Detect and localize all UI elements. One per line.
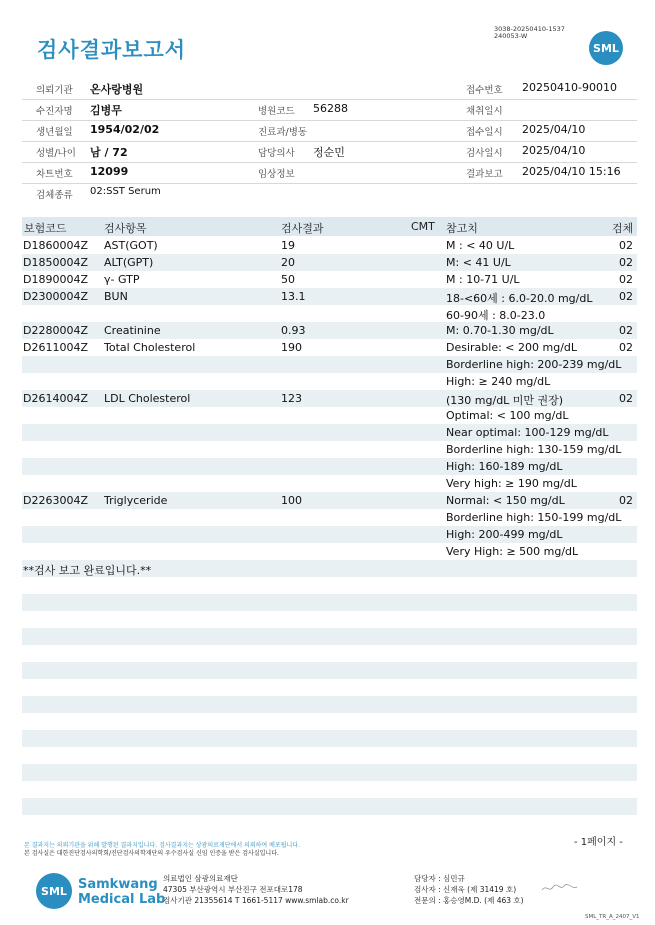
clinical-label: 임상정보 xyxy=(258,169,295,180)
doctor-label: 담당의사 xyxy=(258,148,295,159)
notice-line2: 본 검사실은 대한진단검사의학회/진단검사의학재단의 우수검사실 신임 인증을 받은 검사실입니다. xyxy=(24,850,279,857)
table-row xyxy=(22,407,637,424)
receipt-date-value: 2025/04/10 xyxy=(522,123,586,136)
cell-result: 13.1 xyxy=(281,290,306,303)
sml-logo: SML xyxy=(589,31,623,65)
cell-item: BUN xyxy=(104,290,128,303)
info-row-chart xyxy=(22,162,637,184)
table-row-empty xyxy=(22,594,637,611)
table-row xyxy=(22,339,637,356)
cell-code: D2300004Z xyxy=(23,290,88,303)
info-row-birth xyxy=(22,120,637,142)
birth-label: 생년월일 xyxy=(36,127,73,138)
document-id-line1: 3038-20250410-1537 xyxy=(494,25,565,33)
header-result: 검사결과 xyxy=(281,222,324,235)
collect-date-label: 채취일시 xyxy=(466,106,503,117)
name-value: 김병무 xyxy=(90,104,122,117)
table-row xyxy=(22,492,637,509)
header-item: 검사항목 xyxy=(104,222,147,235)
cell-item: LDL Cholesterol xyxy=(104,392,191,405)
cell-reference: Borderline high: 130-159 mg/dL xyxy=(446,443,622,456)
hospital-code-label: 병원코드 xyxy=(258,106,295,117)
cell-specimen: 02 xyxy=(619,392,633,405)
dept-label: 진료과/병동 xyxy=(258,127,308,138)
table-row-empty xyxy=(22,713,637,730)
results-table-header xyxy=(22,217,637,236)
chart-no-value: 12099 xyxy=(90,165,129,178)
table-row xyxy=(22,254,637,271)
cell-specimen: 02 xyxy=(619,239,633,252)
cell-reference: (130 mg/dL 미만 권장) xyxy=(446,394,564,407)
header-specimen: 검체 xyxy=(612,222,634,235)
cell-specimen: 02 xyxy=(619,494,633,507)
table-row xyxy=(22,560,637,577)
brand-line2: Medical Lab xyxy=(78,892,166,907)
hospital-value: 온사랑병원 xyxy=(90,83,144,96)
info-row-specimen xyxy=(22,183,637,204)
cell-code: D2614004Z xyxy=(23,392,88,405)
table-row-empty xyxy=(22,798,637,815)
cell-reference: Near optimal: 100-129 mg/dL xyxy=(446,426,609,439)
cell-reference: 60-90세 : 8.0-23.0 xyxy=(446,309,546,322)
test-date-label: 검사일시 xyxy=(466,148,503,159)
specimen-label: 검체종류 xyxy=(36,190,73,201)
table-row xyxy=(22,458,637,475)
cell-result: 190 xyxy=(281,341,302,354)
form-code: SML_TR_A_2407_V1 xyxy=(585,914,640,920)
cell-reference: Desirable: < 200 mg/dL xyxy=(446,341,578,354)
info-row-sex-age xyxy=(22,141,637,163)
table-row-empty xyxy=(22,645,637,662)
cell-item: Triglyceride xyxy=(104,494,168,507)
brand-line1: Samkwang xyxy=(78,877,158,892)
staff-info xyxy=(414,873,524,906)
report-date-label: 결과보고 xyxy=(466,169,503,180)
cell-reference: High: ≥ 240 mg/dL xyxy=(446,375,551,388)
cell-reference: Borderline high: 150-199 mg/dL xyxy=(446,511,622,524)
table-row xyxy=(22,237,637,254)
cell-code: **검사 보고 완료입니다.** xyxy=(23,564,152,577)
table-row xyxy=(22,424,637,441)
cell-code: D2280004Z xyxy=(23,324,88,337)
report-date-value: 2025/04/10 15:16 xyxy=(522,165,621,178)
table-row-empty xyxy=(22,628,637,645)
cell-specimen: 02 xyxy=(619,256,633,269)
cell-item: AST(GOT) xyxy=(104,239,158,252)
table-row xyxy=(22,475,637,492)
info-row-hospital xyxy=(22,78,637,100)
org-line1: 의료법인 삼광의료재단 xyxy=(163,874,238,883)
cell-reference: M: < 41 U/L xyxy=(446,256,511,269)
sex-age-label: 성별/나이 xyxy=(36,148,76,159)
table-row-empty xyxy=(22,781,637,798)
table-row xyxy=(22,271,637,288)
cell-reference: High: 160-189 mg/dL xyxy=(446,460,563,473)
staff-line1: 담당자 : 심민규 xyxy=(414,874,465,883)
cell-result: 20 xyxy=(281,256,295,269)
name-label: 수진자명 xyxy=(36,106,73,117)
chart-no-label: 차트번호 xyxy=(36,169,73,180)
specimen-value: 02:SST Serum xyxy=(90,186,161,197)
cell-result: 123 xyxy=(281,392,302,405)
brand-name xyxy=(78,877,165,907)
table-row-empty xyxy=(22,747,637,764)
cell-code: D1850004Z xyxy=(23,256,88,269)
org-line2: 47305 부산광역시 부산진구 전포대로178 xyxy=(163,885,303,894)
cell-reference: M: 0.70-1.30 mg/dL xyxy=(446,324,554,337)
table-row-empty xyxy=(22,679,637,696)
org-info xyxy=(163,873,349,906)
cell-result: 0.93 xyxy=(281,324,306,337)
receipt-no-label: 접수번호 xyxy=(466,85,503,96)
org-line3: 검사기관 21355614 T 1661-5117 www.smlab.co.kr xyxy=(163,896,349,905)
hospital-code-value: 56288 xyxy=(313,102,348,115)
cell-reference: M : < 40 U/L xyxy=(446,239,515,252)
table-row xyxy=(22,390,637,407)
cell-specimen: 02 xyxy=(619,290,633,303)
signature-mark xyxy=(540,882,580,894)
cell-reference: Very high: ≥ 190 mg/dL xyxy=(446,477,577,490)
table-row-empty xyxy=(22,611,637,628)
sex-age-value: 남 / 72 xyxy=(90,146,128,159)
cell-item: Total Cholesterol xyxy=(104,341,196,354)
cell-result: 50 xyxy=(281,273,295,286)
receipt-date-label: 접수일시 xyxy=(466,127,503,138)
staff-line3: 전문의 : 홍승영M.D. (제 463 호) xyxy=(414,896,524,905)
document-id-line2: 240053-W xyxy=(494,32,528,40)
table-row xyxy=(22,322,637,339)
table-row-empty xyxy=(22,696,637,713)
birth-value: 1954/02/02 xyxy=(90,123,160,136)
doctor-value: 정순민 xyxy=(313,146,345,159)
page-title: 검사결과보고서 xyxy=(37,38,187,62)
table-row xyxy=(22,509,637,526)
test-date-value: 2025/04/10 xyxy=(522,144,586,157)
table-row xyxy=(22,526,637,543)
sml-footer-logo: SML xyxy=(36,873,72,909)
table-row-empty xyxy=(22,730,637,747)
table-row-empty xyxy=(22,662,637,679)
cell-reference: Optimal: < 100 mg/dL xyxy=(446,409,569,422)
page-number: - 1페이지 - xyxy=(574,837,623,848)
cell-specimen: 02 xyxy=(619,324,633,337)
cell-item: γ- GTP xyxy=(104,273,140,286)
header-code: 보험코드 xyxy=(24,222,67,235)
cell-code: D1860004Z xyxy=(23,239,88,252)
table-row xyxy=(22,356,637,373)
hospital-label: 의뢰기관 xyxy=(36,85,73,96)
cell-code: D2263004Z xyxy=(23,494,88,507)
cell-code: D1890004Z xyxy=(23,273,88,286)
cell-reference: Borderline high: 200-239 mg/dL xyxy=(446,358,622,371)
table-row xyxy=(22,288,637,305)
cell-specimen: 02 xyxy=(619,341,633,354)
header-reference: 참고치 xyxy=(446,222,478,235)
cell-reference: 18-<60세 : 6.0-20.0 mg/dL xyxy=(446,292,593,305)
cell-reference: Normal: < 150 mg/dL xyxy=(446,494,565,507)
cell-item: Creatinine xyxy=(104,324,161,337)
notice-line1: 본 결과지는 의뢰기관을 위해 발행된 결과지입니다. 검사결과지는 상광의료재단에서 의뢰하여 배포됩니다. xyxy=(24,842,301,849)
cell-item: ALT(GPT) xyxy=(104,256,154,269)
table-row xyxy=(22,543,637,560)
table-row xyxy=(22,441,637,458)
cell-code: D2611004Z xyxy=(23,341,88,354)
cell-reference: M : 10-71 U/L xyxy=(446,273,520,286)
receipt-no-value: 20250410-90010 xyxy=(522,81,617,94)
cell-reference: High: 200-499 mg/dL xyxy=(446,528,563,541)
info-row-name xyxy=(22,99,637,121)
table-row xyxy=(22,305,637,322)
document-id xyxy=(494,26,565,40)
cell-result: 100 xyxy=(281,494,302,507)
cell-specimen: 02 xyxy=(619,273,633,286)
staff-line2: 검사자 : 신재욱 (제 31419 호) xyxy=(414,885,517,894)
table-row-empty xyxy=(22,764,637,781)
table-row xyxy=(22,373,637,390)
table-row-empty xyxy=(22,577,637,594)
cell-result: 19 xyxy=(281,239,295,252)
cell-reference: Very High: ≥ 500 mg/dL xyxy=(446,545,579,558)
header-cmt: CMT xyxy=(411,220,435,233)
